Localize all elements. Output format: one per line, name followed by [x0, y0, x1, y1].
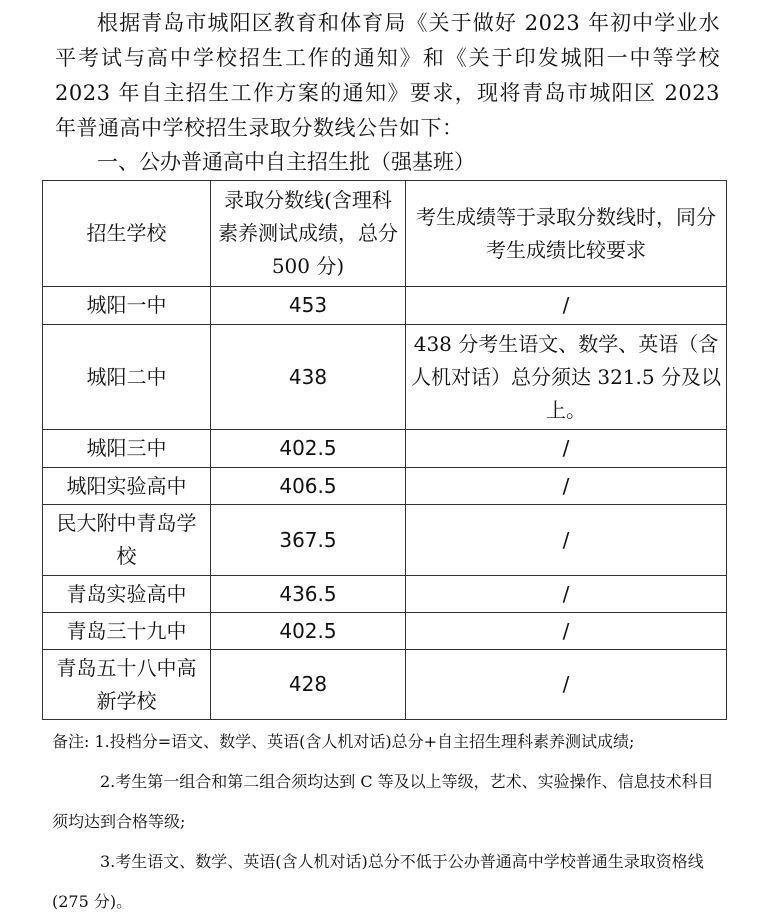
header-score: 录取分数线(含理科素养测试成绩，总分 500 分): [211, 181, 406, 287]
score-cell: 453: [211, 287, 406, 325]
table-row: [43, 325, 727, 430]
table-row: [43, 576, 727, 613]
table-header-row: [43, 181, 727, 287]
section-title: 一、公办普通高中自主招生批（强基班）: [97, 150, 475, 174]
score-cell: 402.5: [211, 430, 406, 468]
school-cell: 城阳三中: [43, 430, 211, 468]
school-cell: 青岛实验高中: [43, 576, 211, 613]
note-3: 3.考生语文、数学、英语(含人机对话)总分不低于公办普通高中学校普通生录取资格线(275 分)。: [52, 852, 704, 911]
score-cell: 406.5: [211, 468, 406, 505]
requirement-cell: /: [406, 576, 727, 613]
note-2: 2.考生第一组合和第二组合须均达到 C 等及以上等级，艺术、实验操作、信息技术科目须均达到合格等级;: [52, 772, 714, 831]
header-requirement: 考生成绩等于录取分数线时，同分考生成绩比较要求: [406, 181, 727, 287]
requirement-cell: /: [406, 613, 727, 650]
requirement-cell: /: [406, 468, 727, 505]
requirement-cell: 438 分考生语文、数学、英语（含人机对话）总分须达 321.5 分及以上。: [406, 325, 727, 430]
requirement-cell: /: [406, 650, 727, 720]
table-row: [43, 613, 727, 650]
score-cell: 436.5: [211, 576, 406, 613]
table-row: [43, 650, 727, 720]
table-row: [43, 468, 727, 505]
school-cell: 城阳实验高中: [43, 468, 211, 505]
score-cell: 438: [211, 325, 406, 430]
header-school: 招生学校: [43, 181, 211, 287]
school-cell: 青岛五十八中高新学校: [43, 650, 211, 720]
school-cell: 民大附中青岛学校: [43, 505, 211, 576]
admission-score-table: [42, 180, 727, 720]
requirement-cell: /: [406, 287, 727, 325]
school-cell: 城阳二中: [43, 325, 211, 430]
table-row: [43, 430, 727, 468]
requirement-cell: /: [406, 505, 727, 576]
table-row: [43, 505, 727, 576]
intro-paragraph: 根据青岛市城阳区教育和体育局《关于做好 2023 年初中学业水平考试与高中学校招生工作的通知》和《关于印发城阳一中等学校 2023 年自主招生工作方案的通知》要求，现将青岛市城阳区 2023 年普通高中学校招生录取分数线公告如下：: [55, 11, 720, 140]
notes-block: [52, 722, 722, 922]
table-row: [43, 287, 727, 325]
school-cell: 城阳一中: [43, 287, 211, 325]
score-cell: 428: [211, 650, 406, 720]
score-cell: 367.5: [211, 505, 406, 576]
score-cell: 402.5: [211, 613, 406, 650]
note-1: 备注: 1.投档分=语文、数学、英语(含人机对话)总分+自主招生理科素养测试成绩;: [52, 732, 635, 751]
requirement-cell: /: [406, 430, 727, 468]
school-cell: 青岛三十九中: [43, 613, 211, 650]
